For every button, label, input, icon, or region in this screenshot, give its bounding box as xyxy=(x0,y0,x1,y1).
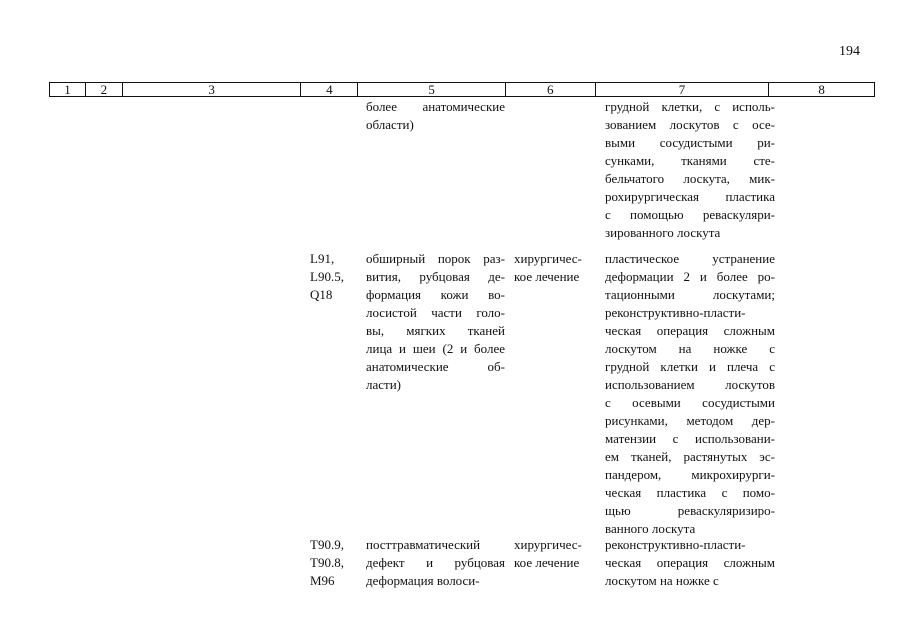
column-number-3: 3 xyxy=(123,83,302,96)
column-number-header xyxy=(49,82,875,97)
cell-text-line: выми сосудистыми ри- xyxy=(605,135,775,150)
cell-text-line: зованием лоскутов с осе- xyxy=(605,117,775,132)
cell-text-line: ласти) xyxy=(366,377,401,392)
cell-text-line: T90.8, xyxy=(310,555,344,570)
cell-text-line: использованием лоскутов xyxy=(605,377,775,392)
cell-text-line: ческая операция сложным xyxy=(605,555,775,570)
diagnosis-codes-cell xyxy=(310,536,360,590)
cell-text-line: формация кожи во- xyxy=(366,287,505,302)
cell-text-line: рохирургическая пластика xyxy=(605,189,775,204)
cell-text-line: реконструктивно-пласти- xyxy=(605,537,746,552)
cell-text-line: лоскутом на ножке с xyxy=(605,573,719,588)
cell-text-line: ческая операция сложным xyxy=(605,323,775,338)
cell-text-line: грудной клетки, с исполь- xyxy=(605,99,775,114)
cell-text-line: матензии с использовани- xyxy=(605,431,775,446)
cell-text-line: бельчатого лоскута, мик- xyxy=(605,171,775,186)
cell-text-line: рисунками, методом дер- xyxy=(605,413,775,428)
cell-text-line: более анатомические xyxy=(366,99,505,114)
cell-text-line: посттравматический xyxy=(366,537,481,552)
cell-text-line: лица и шеи (2 и более xyxy=(366,341,505,356)
treatment-method-cell xyxy=(605,536,775,590)
cell-text-line: вития, рубцовая де- xyxy=(366,269,505,284)
cell-text-line: L91, xyxy=(310,251,335,266)
treatment-method-cell xyxy=(605,98,775,242)
cell-text-line: хирургичес- xyxy=(514,537,582,552)
page-number: 194 xyxy=(839,44,860,59)
cell-text-line: хирургичес- xyxy=(514,251,582,266)
condition-description-cell xyxy=(366,536,505,590)
cell-text-line: дефект и рубцовая xyxy=(366,555,505,570)
cell-text-line: тационными лоскутами; xyxy=(605,287,775,302)
condition-description-cell xyxy=(366,250,505,394)
cell-text-line: анатомические об- xyxy=(366,359,505,374)
cell-text-line: области) xyxy=(366,117,414,132)
cell-text-line: деформации 2 и более ро- xyxy=(605,269,775,284)
cell-text-line: лосистой части голо- xyxy=(366,305,505,320)
cell-text-line: зированного лоскута xyxy=(605,225,721,240)
cell-text-line: с помощью реваскуляри- xyxy=(605,207,775,222)
treatment-method-cell xyxy=(605,250,775,538)
cell-text-line: ческая пластика с помо- xyxy=(605,485,775,500)
diagnosis-codes-cell xyxy=(310,250,360,304)
cell-text-line: Q18 xyxy=(310,287,333,302)
cell-text-line: реконструктивно-пласти- xyxy=(605,305,746,320)
cell-text-line: кое лечение xyxy=(514,269,580,284)
cell-text-line: деформация волоси- xyxy=(366,573,480,588)
column-number-4: 4 xyxy=(301,83,358,96)
condition-description-cell xyxy=(366,98,505,134)
cell-text-line: грудной клетки и плеча с xyxy=(605,359,775,374)
cell-text-line: пластическое устранение xyxy=(605,251,775,266)
cell-text-line: пандером, микрохирурги- xyxy=(605,467,775,482)
cell-text-line: вы, мягких тканей xyxy=(366,323,505,338)
column-number-7: 7 xyxy=(596,83,770,96)
cell-text-line: щью реваскуляризиро- xyxy=(605,503,775,518)
cell-text-line: ванного лоскута xyxy=(605,521,696,536)
column-number-6: 6 xyxy=(506,83,596,96)
cell-text-line: лоскутом на ножке с xyxy=(605,341,775,356)
cell-text-line: кое лечение xyxy=(514,555,580,570)
column-number-5: 5 xyxy=(358,83,506,96)
cell-text-line: ем тканей, растянутых эс- xyxy=(605,449,775,464)
cell-text-line: с осевыми сосудистыми xyxy=(605,395,775,410)
treatment-type-cell xyxy=(514,536,594,572)
column-number-2: 2 xyxy=(86,83,123,96)
cell-text-line: обширный порок раз- xyxy=(366,251,505,266)
column-number-8: 8 xyxy=(818,82,825,97)
cell-text-line: M96 xyxy=(310,573,335,588)
cell-text-line: T90.9, xyxy=(310,537,344,552)
cell-text-line: сунками, тканями сте- xyxy=(605,153,775,168)
cell-text-line: L90.5, xyxy=(310,269,344,284)
column-number-1: 1 xyxy=(50,83,86,96)
treatment-type-cell xyxy=(514,250,594,286)
